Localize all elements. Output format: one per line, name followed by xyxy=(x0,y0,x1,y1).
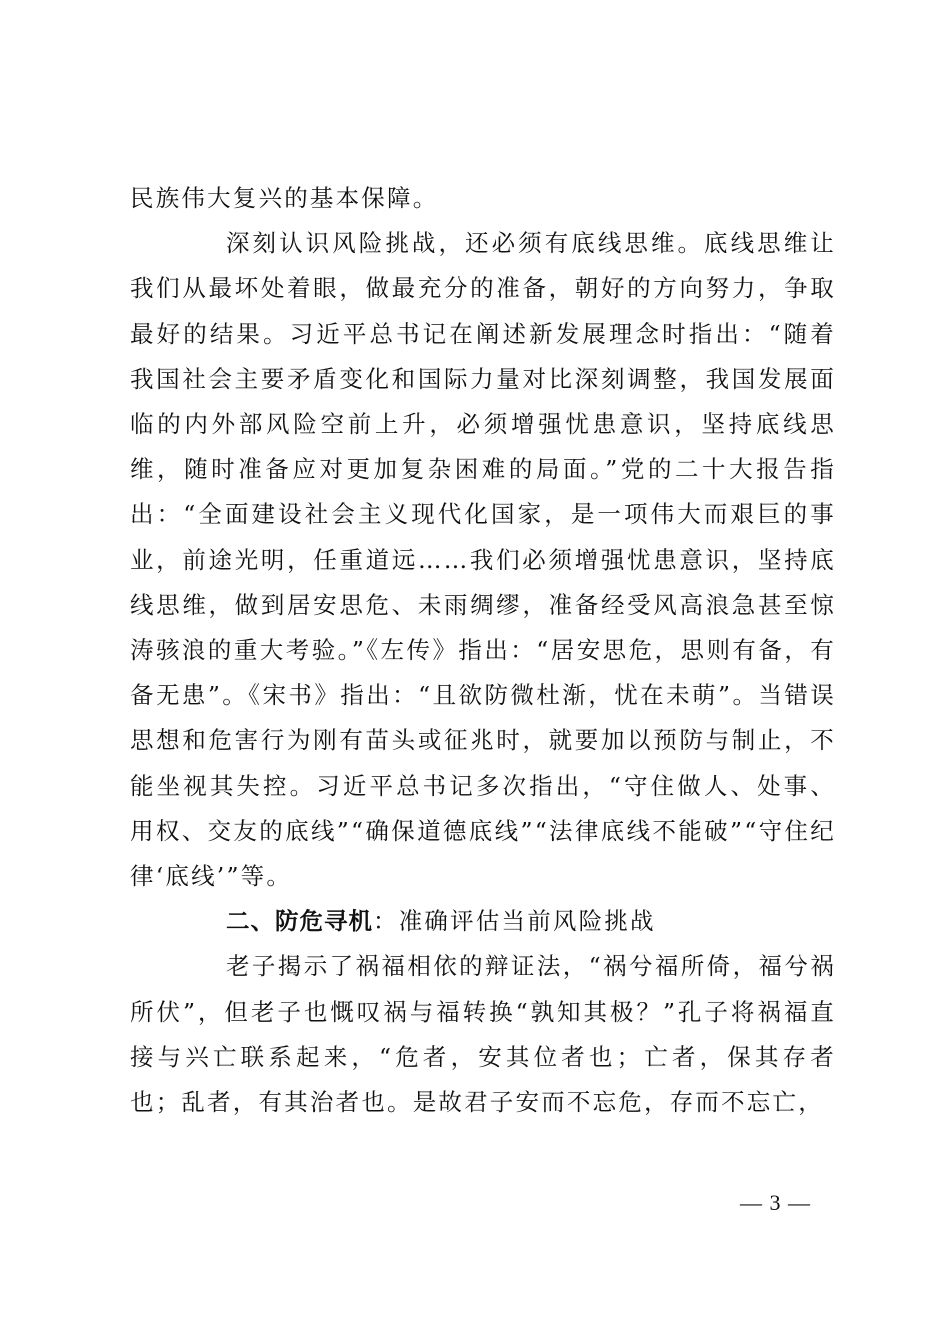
section-heading-bold: 二、防危寻机 xyxy=(226,907,373,936)
section-heading xyxy=(130,899,836,944)
paragraph-bottom-line-thinking: 深刻认识风险挑战，还必须有底线思维。底线思维让我们从最坏处着眼，做最充分的准备，朝好的方向努力，争取最好的结果。习近平总书记在阐述新发展理念时指出：“随着我国社会主要矛盾变化和国际力量对比深刻调整，我国发展面临的内外部风险空前上升，必须增强忧患意识，坚持底线思维，随时准备应对更加复杂困难的局面。”党的二十大报告指出：“全面建设社会主义现代化国家，是一项伟大而艰巨的事业，前途光明，任重道远……我们必须增强忧患意识，坚持底线思维，做到居安思危、未雨绸缪，准备经受风高浪急甚至惊涛骇浪的重大考验。”《左传》指出：“居安思危，思则有备，有备无患”。《宋书》指出：“且欲防微杜渐，忧在未萌”。当错误思想和危害行为刚有苗头或征兆时，就要加以预防与制止，不能坐视其失控。习近平总书记多次指出，“守住做人、处事、用权、交友的底线”“确保道德底线”“法律底线不能破”“守住纪律‘底线’”等。 xyxy=(130,229,836,891)
paragraph-laozi: 老子揭示了祸福相依的辩证法，“祸兮福所倚，福兮祸所伏”，但老子也慨叹祸与福转换“孰知其极？”孔子将祸福直接与兴亡联系起来，“危者，安其位者也；亡者，保其存者也；乱者，有其治者也。是故君子安而不忘危，存而不忘亡， xyxy=(130,952,836,1117)
paragraph-continuation: 民族伟大复兴的基本保障。 xyxy=(130,184,439,212)
page-number: — 3 — xyxy=(740,1190,811,1215)
document-body xyxy=(130,176,836,1125)
section-heading-rest: ：准确评估当前风险挑战 xyxy=(373,907,656,936)
